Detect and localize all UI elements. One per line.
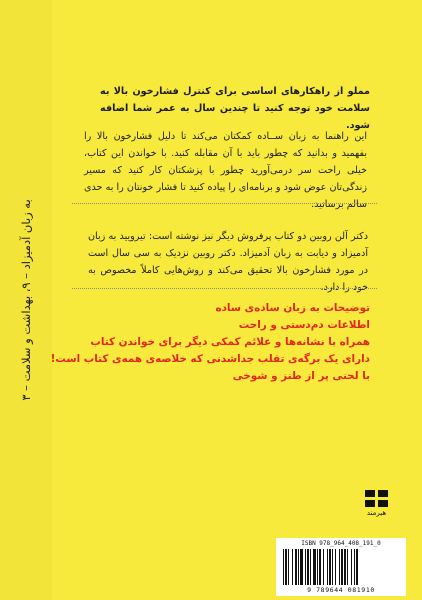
divider-dotted [72, 288, 377, 290]
publisher-logo [363, 490, 390, 517]
feature-item: توضیحات به زبان ساده‌ی ساده [215, 302, 370, 314]
description-paragraph: این راهنما به زبان ســاده کمکتان می‌کند تا دلیل فشارخون بالا را بفهمید و بدانید که چطور باید با آن مقابله کنید. با خواندن این کتاب، خیلی راحت سر درمی‌آورید چطور با پزشکتان کار کنید که مسیر زندگی‌تان عوض شود و برنامه‌ای را پیاده کنید تا فشار خونتان را به حدی سالم برسانید. [84, 131, 367, 210]
book-spine [0, 0, 52, 600]
feature-item: اطلاعات دم‌دستی و راحت [238, 319, 370, 331]
isbn-label: ISBN 978_964_408_191_0 [301, 540, 381, 547]
spine-title: به زبان آدمیزاد – ۹، بهداشت و سلامت – ۳ [19, 199, 33, 401]
barcode-digits: 9 789644 081910 [307, 586, 375, 594]
barcode-stripe [358, 549, 359, 585]
intro-text: مملو از راهکارهای اساسی برای کنترل فشارخون بالا به سلامت خود توجه کنید تا چندین سال به عمر شما اضافه شود. [100, 86, 370, 131]
publisher-logo-icon [365, 490, 388, 507]
barcode-bars [283, 549, 399, 585]
publisher-name: هیرمند [366, 509, 387, 517]
feature-item: همراه با نشانه‌ها و علائم کمکی دیگر برای خواندن کتاب [90, 336, 370, 348]
author-paragraph: دکتر آلن روبین دو کتاب پرفروش دیگر نیز نوشته است: تیرویید به زبان آدمیزاد و دیابت به زبان آدمیزاد. دکتر روبین نزدیک به سی سال است در مورد فشارخون بالا تحقیق می‌کند و روش‌هایی کاملاً مخصوص به خود را دارد. [88, 231, 368, 293]
feature-item: با لحنی پر از طنز و شوخی [232, 370, 370, 382]
divider-dotted [72, 203, 377, 205]
feature-list [50, 300, 370, 385]
feature-item: دارای یک برگه‌ی تقلب جداشدنی که خلاصه‌ی همه‌ی کتاب است! [50, 353, 370, 365]
barcode-panel [276, 538, 406, 596]
